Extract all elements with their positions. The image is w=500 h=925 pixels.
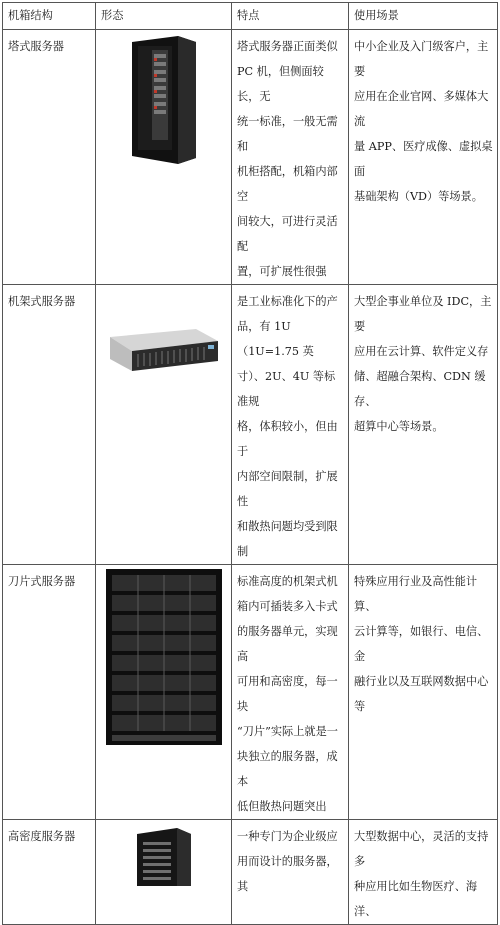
row-image (96, 285, 232, 565)
row-features: 塔式服务器正面类似 PC 机，但侧面较长，无 统一标准，一般无需和 机柜搭配，机箱内部空 间较大，可进行灵活配 置，可扩展性很强 (232, 30, 349, 285)
row-name: 高密度服务器 (3, 820, 96, 925)
table-row (3, 30, 498, 285)
row-image (96, 565, 232, 820)
row-scenarios: 大型企事业单位及 IDC，主要 应用在云计算、软件定义存 储、超融合架构、CDN 缓存、 超算中心等场景。 (349, 285, 498, 565)
row-scenarios: 特殊应用行业及高性能计算、 云计算等，如银行、电信、金 融行业以及互联网数据中心 等 (349, 565, 498, 820)
row-image (96, 30, 232, 285)
table-row (3, 820, 498, 925)
header-features: 特点 (232, 3, 349, 30)
row-name: 机架式服务器 (3, 285, 96, 565)
header-scenarios: 使用场景 (349, 3, 498, 30)
blade-server-photo (106, 569, 222, 745)
row-image (96, 820, 232, 925)
high-density-server-photo (129, 824, 199, 886)
row-features: 一种专门为企业级应 用而设计的服务器，其 (232, 820, 349, 925)
rack-server-photo (104, 307, 224, 407)
server-chassis-table (2, 2, 498, 925)
table-header-row (3, 3, 498, 30)
table-row (3, 285, 498, 565)
row-name: 刀片式服务器 (3, 565, 96, 820)
row-features: 是工业标准化下的产 品，有 1U（1U=1.75 英 寸）、2U、4U 等标准规 格，体积较小，但由于 内部空间限制，扩展性 和散热问题均受到限 制 (232, 285, 349, 565)
row-features: 标准高度的机架式机 箱内可插装多入卡式 的服务器单元，实现高 可用和高密度，每一块 “刀片”实际上就是一 块独立的服务器，成本 低但散热问题突出 (232, 565, 349, 820)
header-form: 形态 (96, 3, 232, 30)
table-row (3, 565, 498, 820)
row-scenarios: 中小企业及入门级客户，主要 应用在企业官网、多媒体大流 量 APP、医疗成像、虚拟桌面 基础架构（VD）等场景。 (349, 30, 498, 285)
header-chassis: 机箱结构 (3, 3, 96, 30)
tower-server-photo (126, 34, 202, 164)
row-name: 塔式服务器 (3, 30, 96, 285)
row-scenarios: 大型数据中心，灵活的支持多 种应用比如生物医疗、海洋、 (349, 820, 498, 925)
